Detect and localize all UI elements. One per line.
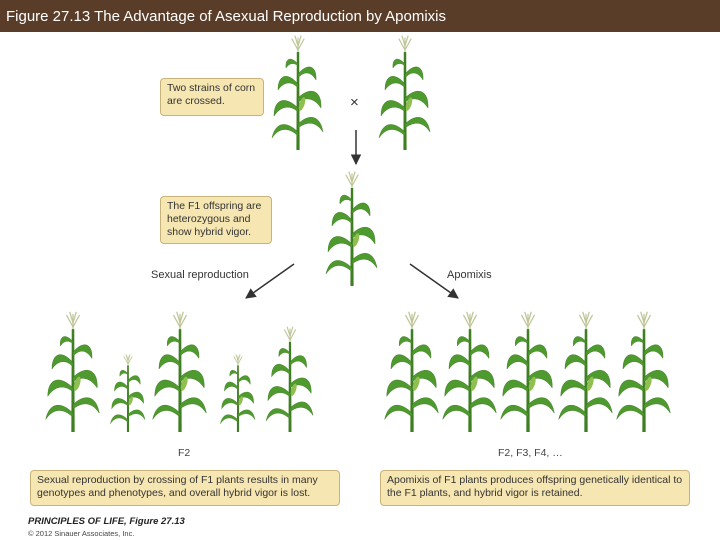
parent-corn-plant-right	[379, 36, 430, 150]
apomictic-corn-plant	[617, 312, 671, 432]
apomictic-corn-plant	[385, 312, 439, 432]
f2-corn-plant	[266, 327, 313, 432]
apomixis-generations-label: F2, F3, F4, …	[498, 447, 563, 459]
cross-callout-text: Two strains of corn are crossed.	[167, 82, 256, 107]
f2-corn-plant	[110, 354, 145, 432]
apomixis-label: Apomixis	[447, 269, 492, 281]
cross-symbol: ×	[350, 94, 359, 111]
f1-callout	[160, 196, 272, 244]
apomictic-corn-plant	[559, 312, 613, 432]
f2-corn-plant	[153, 312, 207, 432]
apomictic-corn-plant	[501, 312, 555, 432]
f1-corn-plant	[326, 172, 377, 286]
f2-corn-plant	[220, 354, 255, 432]
apomixis-result-text: Apomixis of F1 plants produces offspring genetically identical to the F1 plants, and hybrid vigor is retained.	[387, 474, 683, 499]
sexual-reproduction-label: Sexual reproduction	[151, 269, 249, 281]
book-credit: PRINCIPLES OF LIFE, Figure 27.13	[28, 516, 185, 527]
f1-callout-text: The F1 offspring are heterozygous and show hybrid vigor.	[167, 200, 262, 238]
cross-callout	[160, 78, 264, 116]
figure-title: Figure 27.13 The Advantage of Asexual Reproduction by Apomixis	[6, 8, 447, 25]
apomictic-corn-plant	[443, 312, 497, 432]
copyright-credit: © 2012 Sinauer Associates, Inc.	[28, 529, 135, 538]
f2-generation-label: F2	[178, 447, 191, 459]
sexual-result-text: Sexual reproduction by crossing of F1 plants results in many genotypes and phenotypes, and overall hybrid vigor is lost.	[37, 474, 318, 499]
apomixis-result-callout	[380, 470, 690, 506]
parent-corn-plant-left	[272, 36, 323, 150]
f2-corn-plant	[46, 312, 100, 432]
sexual-result-callout	[30, 470, 340, 506]
sexual-arrow	[246, 264, 294, 298]
